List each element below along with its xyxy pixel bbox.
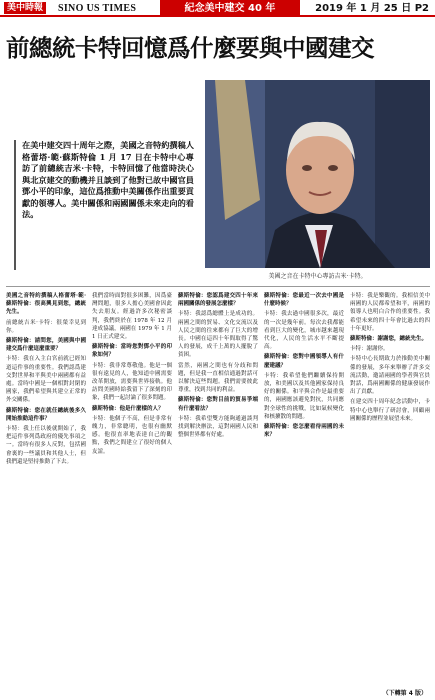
text-column [350, 292, 430, 690]
body-paragraph: 當然，兩國之間也有分歧和問題，但是我一直相信通過對話可以解決這些問題。我們需要彼此尊重，找到共同的利益。 [178, 362, 258, 394]
body-paragraph: 蘇斯特倫：您怎麼看待兩國的未來？ [264, 424, 344, 439]
photo-caption: 美國之音在卡特中心專訪吉米·卡特。 [268, 273, 367, 280]
body-columns [6, 292, 430, 690]
newspaper-logo: 美中時報 [4, 2, 46, 14]
text-column [92, 292, 172, 690]
text-column [264, 292, 344, 690]
masthead [0, 0, 435, 17]
body-paragraph: 蘇斯特倫：您最近一次去中國是什麼時候？ [264, 293, 344, 308]
body-paragraph: 卡特：我希望雙方能夠通過談判找到解決辦法，這對兩國人民和整個世界都有好處。 [178, 415, 258, 439]
body-paragraph: 蘇斯特倫：您對中國領導人有什麼建議？ [264, 354, 344, 369]
continued-note: （下轉第 4 版） [382, 690, 427, 697]
text-column [6, 292, 86, 690]
body-paragraph: 蘇斯特倫：當時您對鄧小平的印象如何？ [92, 344, 172, 359]
body-paragraph: 在建交四十周年紀念活動中，卡特中心也舉行了研討會，回顧兩國關係的歷程並展望未來。 [350, 399, 430, 422]
issue-date: 2019 年 1 月 25 日 P2 [315, 3, 429, 14]
body-paragraph: 蘇斯特倫：您認爲建交四十年來兩國關係的發展怎麼樣？ [178, 293, 258, 308]
body-paragraph: 前總統吉米·卡特：很榮幸見到你。 [6, 319, 86, 334]
body-paragraph: 美國之音特約撰稿人格蕾塔·範·蘇斯特倫：很高興見到您，總統先生。 [6, 293, 86, 316]
body-paragraph: 蘇斯特倫：謝謝您，總統先生。 [350, 336, 428, 343]
body-paragraph: 卡特：我去過中國很多次，最近的一次是幾年前。每次去我都能看到巨大的變化，城市越來越現代化，人民的生活水平不斷提高。 [264, 311, 344, 351]
headline: 前總統卡特回憶爲什麼要與中國建交 [6, 34, 374, 62]
body-paragraph: 卡特中心長期致力於推動美中關係的發展，多年來舉辦了許多交流活動，邀請兩國的學者與官員對話，爲兩國關係的健康發展作出了貢獻。 [350, 356, 430, 396]
intro-bar [14, 140, 16, 270]
section-banner: 紀念美中建交 40 年 [160, 0, 300, 17]
body-paragraph: 卡特：謝謝你。 [350, 346, 389, 353]
body-paragraph: 蘇斯特倫：您在就任總統後多久開始推動這件事？ [6, 407, 86, 422]
carter-photo [205, 80, 430, 268]
body-paragraph: 我們當時面對很多困難，因爲臺灣問題，很多人擔心美國會因此失去朋友。經過許多次秘密談判，我們終於在 1978 年 12 月達成協議，兩國在 1979 年 1 月 1 日正式建交。 [92, 293, 172, 341]
intro-paragraph: 在美中建交四十周年之際，美國之音特約撰稿人格蕾塔·範·蘇斯特倫 1 月 17 日在卡特中心專訪了前總統吉米·卡特，卡特回憶了他當時決心與北京建交的動機并且談到了他對已故中國官員鄧小平的印象，這位爲推動中美關係作出重要貢獻的領導人。美中關係和兩國關係未來走向的看法。 [22, 140, 194, 219]
body-paragraph: 卡特：我是樂觀的。我相信美中兩國的人民都希望和平，兩國的領導人也明白合作的重要性。我希望未來的四十年會比過去的四十年更好。 [350, 293, 430, 332]
body-paragraph: 蘇斯特倫：他是什麼樣的人？ [92, 405, 164, 412]
body-paragraph: 卡特：他個子不高，但是非常有魄力，非常聰明，也很有幽默感。他很直率地表達自己的觀點，我們之間建立了很好的個人友誼。 [92, 415, 172, 455]
text-column [178, 292, 258, 690]
newspaper-name: SINO US TIMES [58, 3, 137, 14]
portrait-illustration [205, 80, 430, 268]
body-paragraph: 卡特：我認爲總體上是成功的。兩國之間的貿易、文化交流以及人民之間的往來都有了巨大的增長。中國在這四十年間取得了驚人的發展，成千上萬的人擺脫了貧困。 [178, 311, 258, 359]
body-paragraph: 蘇斯特倫：您對目前的貿易爭端有什麼看法？ [178, 397, 258, 412]
body-paragraph: 卡特：我非常尊敬他。他是一個很有遠見的人，他知道中國需要改革開放，需要與世界接軌。他訪問美國時給我留下了深刻的印象，我們一起討論了很多問題。 [92, 362, 172, 402]
body-paragraph: 卡特：我上任以後就開始了，我把這件事列爲政府的優先事項之一。當時有很多人反對，包括國會裏的一些議員和其他人士，但我們還是堅持推動了下去。 [6, 426, 86, 465]
body-paragraph: 卡特：我希望他們繼續保持開放，和美國以及其他國家保持良好的關係。和平與合作是最重要的，兩國應該避免對抗，共同應對全球性的挑戰，比如氣候變化和核擴散的問題。 [264, 372, 344, 420]
body-paragraph: 蘇斯特倫：請問您，美國與中國建交爲什麼這麼重要？ [6, 338, 86, 353]
body-paragraph: 卡特：我在入主白宮前就已經知道這件事的重要性。我們認爲建交對世界和平與美中兩國都有益處。當時中國是一個相對封閉的國家，我們希望與其建立正常的外交關係。 [6, 356, 86, 404]
section-divider [6, 286, 430, 287]
